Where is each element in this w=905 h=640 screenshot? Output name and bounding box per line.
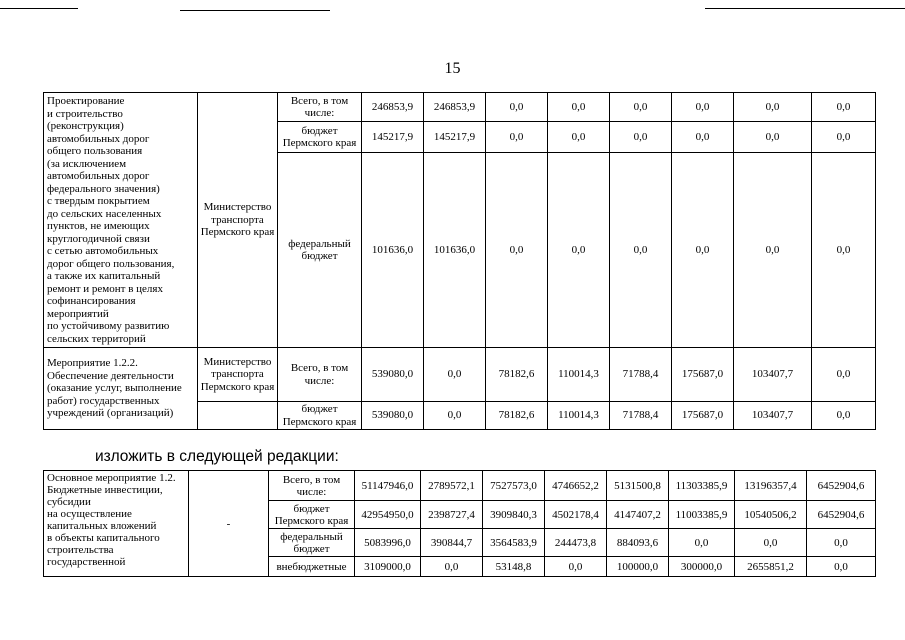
amount-cell: 0,0 [735, 529, 807, 557]
amount-cell: 4502178,4 [545, 501, 607, 529]
executor-cell: Министерство транспорта Пермского края [198, 348, 278, 402]
amount-cell: 0,0 [486, 93, 548, 122]
amount-cell: 0,0 [812, 153, 876, 348]
amount-cell: 101636,0 [362, 153, 424, 348]
description-line: Проектирование [47, 95, 125, 107]
amount-cell: 0,0 [812, 122, 876, 153]
description-line: в объекты капитального [47, 532, 160, 544]
description-line: и строительство [47, 107, 123, 120]
description-line: с сетью автомобильных [47, 245, 159, 257]
description-line: мероприятий [47, 307, 109, 320]
amount-cell: 10540506,2 [735, 501, 807, 529]
amount-cell: 0,0 [610, 93, 672, 122]
description-line: пунктов, не имеющих [47, 220, 150, 232]
description-line: (реконструкция) [47, 120, 124, 132]
activity-description: Мероприятие 1.2.2. Обеспечение деятельности (оказание услуг, выполнение работ) государственных учреждений (организаций) [44, 348, 198, 430]
description-line: до сельских населенных [47, 207, 162, 220]
funding-source: бюджет Пермского края [278, 122, 362, 153]
amount-cell: 0,0 [424, 402, 486, 430]
scan-edge-line [180, 10, 330, 11]
amount-cell: 0,0 [421, 557, 483, 577]
funding-source: бюджет Пермского края [278, 402, 362, 430]
description-line: капитальных вложений [47, 520, 157, 532]
table-row [44, 348, 876, 402]
description-line: на осуществление [47, 508, 132, 520]
description-line: ремонт и ремонт в целях [47, 282, 163, 295]
amount-cell: 71788,4 [610, 348, 672, 402]
description-line: сельских территорий [47, 332, 146, 345]
amount-cell: 71788,4 [610, 402, 672, 430]
amount-cell: 100000,0 [607, 557, 669, 577]
amount-cell: 11303385,9 [669, 471, 735, 501]
amount-cell: 42954950,0 [355, 501, 421, 529]
amount-cell: 0,0 [486, 122, 548, 153]
description-line: федерального значения) [47, 182, 160, 195]
amount-cell: 7527573,0 [483, 471, 545, 501]
funding-source: Всего, в том числе: [278, 93, 362, 122]
description-line: Основное мероприятие 1.2. [47, 472, 176, 484]
amount-cell: 0,0 [610, 153, 672, 348]
funding-source: Всего, в том числе: [278, 348, 362, 402]
description-line: а также их капитальный [47, 270, 161, 282]
amount-cell: 5131500,8 [607, 471, 669, 501]
amount-cell: 0,0 [734, 93, 812, 122]
amount-cell: 0,0 [610, 122, 672, 153]
amount-cell: 884093,6 [607, 529, 669, 557]
amount-cell: 6452904,6 [807, 501, 876, 529]
amount-cell: 300000,0 [669, 557, 735, 577]
lower-budget-table [43, 470, 876, 577]
executor-cell: Министерство транспорта Пермского края [198, 93, 278, 348]
amount-cell: 175687,0 [672, 402, 734, 430]
amount-cell: 0,0 [486, 153, 548, 348]
executor-cell-empty [198, 402, 278, 430]
amount-cell: 0,0 [734, 122, 812, 153]
funding-source: Всего, в том числе: [269, 471, 355, 501]
amount-cell: 3564583,9 [483, 529, 545, 557]
description-line: софинансирования [47, 295, 136, 307]
amount-cell: 4147407,2 [607, 501, 669, 529]
description-line: государственной [47, 556, 126, 568]
amount-cell: 2789572,1 [421, 471, 483, 501]
upper-budget-table [43, 92, 876, 430]
description-line: автомобильных дорог [47, 132, 150, 145]
amount-cell: 539080,0 [362, 402, 424, 430]
amount-cell: 11003385,9 [669, 501, 735, 529]
scan-edge-line [705, 8, 905, 9]
amount-cell: 539080,0 [362, 348, 424, 402]
instruction-note: изложить в следующей редакции: [95, 448, 339, 465]
amount-cell: 2398727,4 [421, 501, 483, 529]
table-row [44, 93, 876, 122]
amount-cell: 103407,7 [734, 348, 812, 402]
amount-cell: 175687,0 [672, 348, 734, 402]
amount-cell: 0,0 [669, 529, 735, 557]
activity-description [44, 471, 189, 577]
amount-cell: 0,0 [672, 93, 734, 122]
amount-cell: 246853,9 [362, 93, 424, 122]
amount-cell: 0,0 [548, 122, 610, 153]
funding-source: внебюджетные [269, 557, 355, 577]
funding-source: федеральный бюджет [269, 529, 355, 557]
amount-cell: 78182,6 [486, 402, 548, 430]
amount-cell: 0,0 [812, 348, 876, 402]
amount-cell: 3109000,0 [355, 557, 421, 577]
amount-cell: 3909840,3 [483, 501, 545, 529]
amount-cell: 78182,6 [486, 348, 548, 402]
description-line: дорог общего пользования, [47, 257, 175, 270]
amount-cell: 13196357,4 [735, 471, 807, 501]
amount-cell: 246853,9 [424, 93, 486, 122]
amount-cell: 0,0 [548, 153, 610, 348]
amount-cell: 0,0 [807, 557, 876, 577]
amount-cell: 0,0 [812, 402, 876, 430]
description-line: с твердым покрытием [47, 195, 150, 207]
amount-cell: 110014,3 [548, 348, 610, 402]
description-line: Бюджетные инвестиции, [47, 484, 163, 496]
amount-cell: 0,0 [672, 153, 734, 348]
scan-edge-line [0, 8, 78, 9]
amount-cell: 390844,7 [421, 529, 483, 557]
page-number: 15 [444, 60, 461, 77]
amount-cell: 244473,8 [545, 529, 607, 557]
amount-cell: 0,0 [672, 122, 734, 153]
amount-cell: 145217,9 [424, 122, 486, 153]
amount-cell: 0,0 [548, 93, 610, 122]
scan-top-edge [0, 0, 905, 14]
description-line: автомобильных дорог [47, 170, 150, 182]
amount-cell: 6452904,6 [807, 471, 876, 501]
table-row [44, 471, 876, 501]
amount-cell: 110014,3 [548, 402, 610, 430]
amount-cell: 103407,7 [734, 402, 812, 430]
funding-source: бюджет Пермского края [269, 501, 355, 529]
description-line: круглогодичной связи [47, 232, 150, 245]
amount-cell: 4746652,2 [545, 471, 607, 501]
description-line: (за исключением [47, 157, 127, 170]
activity-description [44, 93, 198, 348]
amount-cell: 53148,8 [483, 557, 545, 577]
amount-cell: 0,0 [812, 93, 876, 122]
amount-cell: 0,0 [734, 153, 812, 348]
amount-cell: 145217,9 [362, 122, 424, 153]
amount-cell: 0,0 [807, 529, 876, 557]
amount-cell: 51147946,0 [355, 471, 421, 501]
amount-cell: 0,0 [424, 348, 486, 402]
amount-cell: 2655851,2 [735, 557, 807, 577]
description-line: общего пользования [47, 145, 143, 157]
description-line: субсидии [47, 496, 91, 508]
funding-source: федеральный бюджет [278, 153, 362, 348]
amount-cell: 0,0 [545, 557, 607, 577]
description-line: строительства [47, 544, 114, 556]
amount-cell: 101636,0 [424, 153, 486, 348]
description-line: по устойчивому развитию [47, 320, 170, 332]
amount-cell: 5083996,0 [355, 529, 421, 557]
executor-cell: - [189, 471, 269, 577]
